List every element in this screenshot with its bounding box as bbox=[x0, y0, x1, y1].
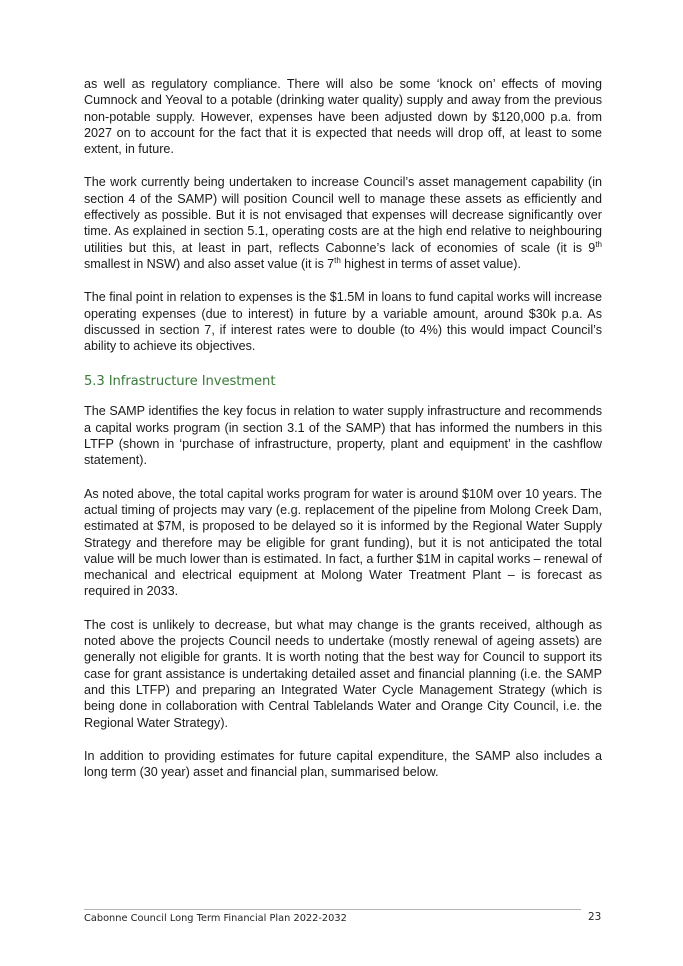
paragraph-capital-works: As noted above, the total capital works program for water is around $10M over 10 years. The actual timing of projects may vary (e.g. replacement of the pipeline from Molong Creek Dam, estimated at $7M, is proposed to be delayed so it is informed by the Regional Water Supply Strategy and therefore may be eligible for grant funding), but it is not anticipated the total value will be much lower than is estimated. In fact, a further $1M in capital works – renewal of mechanical and electrical equipment at Molong Water Treatment Plant – is forecast as required in 2033. bbox=[84, 486, 602, 599]
text-segment: smallest in NSW) and also asset value (it is 7 bbox=[84, 256, 335, 271]
paragraph-asset-management bbox=[84, 174, 602, 272]
paragraph-loans-expenses: The final point in relation to expenses is the $1.5M in loans to fund capital works will increase operating expenses (due to interest) in future by a variable amount, around $30k p.a. As discussed in section 7, if interest rates were to double (to 4%) this would impact Council’s ability to achieve its objectives. bbox=[84, 290, 602, 354]
superscript: th bbox=[334, 255, 341, 265]
text-segment: highest in terms of asset value). bbox=[340, 256, 521, 271]
superscript: th bbox=[595, 239, 602, 249]
text-segment: The work currently being undertaken to increase Council’s asset management capability (in section 4 of the SAMP) will position Council well to manage these assets as efficiently and effectively as possible. But it is not envisaged that expenses will decrease significantly over time. As explained in section 5.1, operating costs are at the high end relative to neighbouring utilities but this, at least in part, reflects Cabonne’s lack of economies of scale (it is 9 bbox=[84, 175, 602, 255]
paragraph-regulatory-compliance: as well as regulatory compliance. There will also be some ‘knock on’ effects of moving Cumnock and Yeoval to a potable (drinking water quality) supply and away from the previous non-potable supply. However, expenses have been adjusted down by $120,000 p.a. from 2027 on to account for the fact that it is expected that needs will drop off, at least to some extent, in future. bbox=[84, 77, 602, 157]
page-number: 23 bbox=[588, 911, 602, 923]
footer-divider bbox=[84, 909, 581, 910]
paragraph-long-term-plan: In addition to providing estimates for future capital expenditure, the SAMP also includes a long term (30 year) asset and financial plan, summarised below. bbox=[84, 748, 602, 780]
paragraph-samp-focus: The SAMP identifies the key focus in relation to water supply infrastructure and recommends a capital works program (in section 3.1 of the SAMP) that has informed the numbers in this LTFP (shown in ‘purchase of infrastructure, property, plant and equipment’ in the cashflow statement). bbox=[84, 404, 602, 468]
page-body bbox=[84, 76, 602, 780]
footer-title: Cabonne Council Long Term Financial Plan 2022-2032 bbox=[84, 913, 347, 924]
section-heading: 5.3 Infrastructure Investment bbox=[84, 374, 276, 390]
paragraph-grants: The cost is unlikely to decrease, but what may change is the grants received, although as noted above the projects Council needs to undertake (mostly renewal of ageing assets) are generally not eligible for grants. It is worth noting that the best way for Council to support its case for grant assistance is undertaking detailed asset and financial planning (i.e. the SAMP and this LTFP) and preparing an Integrated Water Cycle Management Strategy (which is being done in collaboration with Central Tablelands Water and Orange City Council, i.e. the Regional Water Strategy). bbox=[84, 617, 602, 730]
